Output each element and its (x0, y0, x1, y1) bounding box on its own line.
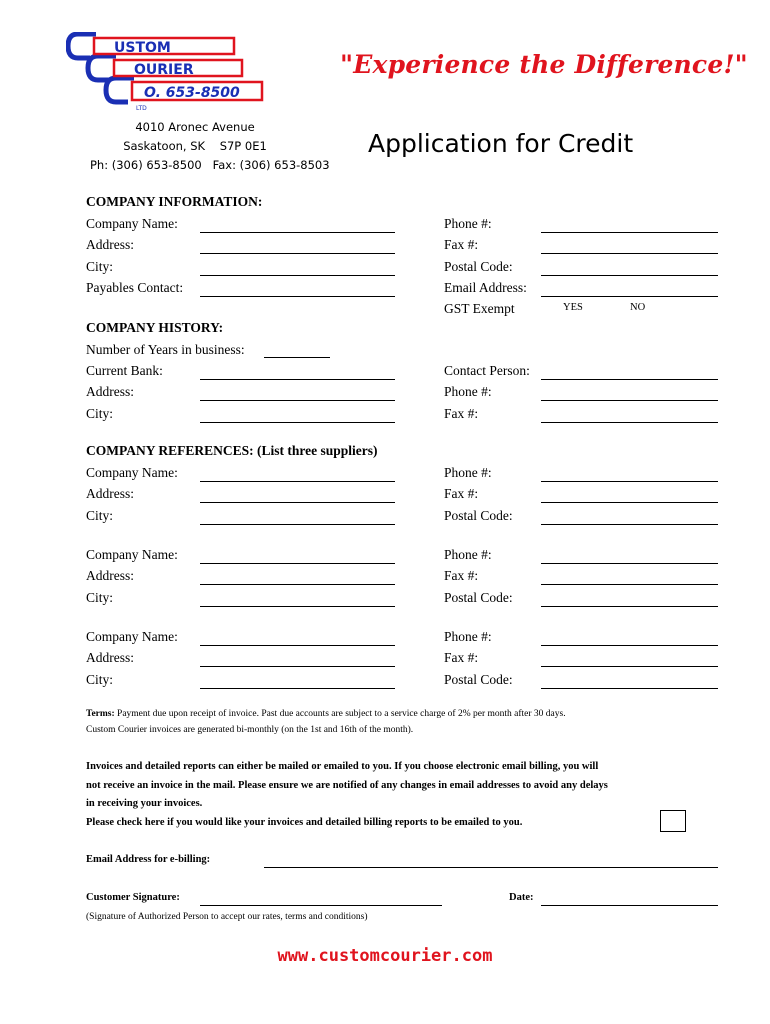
fax-label: Fax #: (444, 237, 479, 252)
date-label: Date: (509, 892, 534, 903)
ebilling-email-label: Email Address for e-billing: (86, 854, 211, 865)
customer-signature-field[interactable] (200, 905, 442, 906)
email-field[interactable] (541, 296, 718, 297)
current-bank-field[interactable] (200, 379, 395, 380)
postal-code-field[interactable] (541, 275, 718, 276)
gst-no-option[interactable]: NO (630, 302, 646, 313)
postal-code-label: Postal Code: (444, 259, 513, 274)
ref2-address-field[interactable] (200, 584, 395, 585)
terms-billing-cycle: Custom Courier invoices are generated bi-monthly (on the 1st and 16th of the month). (86, 725, 414, 735)
customer-signature-label: Customer Signature: (86, 892, 180, 903)
company-name-field[interactable] (200, 232, 395, 233)
ref1-postal-code-field[interactable] (541, 524, 718, 525)
ref2-address-label: Address: (86, 568, 134, 583)
ref2-fax-field[interactable] (541, 584, 718, 585)
ref2-fax-label: Fax #: (444, 568, 479, 583)
terms-text (86, 709, 566, 719)
city-field[interactable] (200, 275, 395, 276)
ref2-city-label: City: (86, 590, 114, 605)
ref2-phone-label: Phone #: (444, 547, 492, 562)
ref1-phone-field[interactable] (541, 481, 718, 482)
ref2-phone-field[interactable] (541, 563, 718, 564)
ref2-company-name-label: Company Name: (86, 547, 178, 562)
ref1-city-field[interactable] (200, 524, 395, 525)
bank-phone-field[interactable] (541, 400, 718, 401)
ref1-fax-field[interactable] (541, 502, 718, 503)
ref3-phone-field[interactable] (541, 645, 718, 646)
years-in-business-label: Number of Years in business: (86, 342, 245, 357)
payables-contact-field[interactable] (200, 296, 395, 297)
bank-fax-field[interactable] (541, 422, 718, 423)
ref1-city-label: City: (86, 508, 114, 523)
city-label: City: (86, 259, 114, 274)
contact-person-field[interactable] (541, 379, 718, 380)
logo-ltd: LTD (136, 105, 147, 112)
logo-line2: OURIER (134, 62, 194, 78)
gst-exempt-label: GST Exempt (444, 301, 515, 316)
ref3-fax-label: Fax #: (444, 650, 479, 665)
billing-paragraph-1: Invoices and detailed reports can either be mailed or emailed to you. If you choose electronic email billing, you will (86, 761, 599, 772)
ref3-city-label: City: (86, 672, 114, 687)
date-field[interactable] (541, 905, 718, 906)
ref2-company-name-field[interactable] (200, 563, 395, 564)
ebilling-checkbox-label: Please check here if you would like your invoices and detailed billing reports to be emailed to you. (86, 817, 523, 828)
ref3-address-label: Address: (86, 650, 134, 665)
ref1-fax-label: Fax #: (444, 486, 479, 501)
section-company-history: COMPANY HISTORY: (86, 320, 224, 335)
ref3-company-name-label: Company Name: (86, 629, 178, 644)
ref1-phone-label: Phone #: (444, 465, 492, 480)
company-logo (66, 32, 266, 114)
ref1-company-name-label: Company Name: (86, 465, 178, 480)
bank-phone-label: Phone #: (444, 384, 492, 399)
ref1-postal-code-label: Postal Code: (444, 508, 513, 523)
billing-paragraph-2: not receive an invoice in the mail. Please ensure we are notified of any changes in email addresses to avoid any delays (86, 780, 608, 791)
ref2-city-field[interactable] (200, 606, 395, 607)
ref3-address-field[interactable] (200, 666, 395, 667)
section-company-information: COMPANY INFORMATION: (86, 194, 263, 209)
ref3-fax-field[interactable] (541, 666, 718, 667)
email-label: Email Address: (444, 280, 527, 295)
section-company-references: COMPANY REFERENCES: (List three suppliers) (86, 443, 378, 458)
ref3-postal-code-field[interactable] (541, 688, 718, 689)
terms-label: Terms: (86, 709, 115, 719)
phone-label: Phone #: (444, 216, 492, 231)
current-bank-label: Current Bank: (86, 363, 163, 378)
address-city: Saskatoon, SK S7P 0E1 (123, 139, 267, 153)
ebilling-checkbox[interactable] (660, 810, 686, 832)
address-field[interactable] (200, 253, 395, 254)
ref2-postal-code-field[interactable] (541, 606, 718, 607)
phone-field[interactable] (541, 232, 718, 233)
bank-fax-label: Fax #: (444, 406, 479, 421)
signature-note: (Signature of Authorized Person to accept our rates, terms and conditions) (86, 912, 368, 922)
page-title: Application for Credit (368, 129, 634, 158)
logo-line3: O. 653-8500 (144, 85, 240, 101)
logo-line1: USTOM (114, 40, 171, 56)
gst-yes-option[interactable]: YES (563, 302, 583, 313)
ref3-phone-label: Phone #: (444, 629, 492, 644)
address-street: 4010 Aronec Avenue (135, 120, 255, 134)
ref1-address-field[interactable] (200, 502, 395, 503)
ref3-postal-code-label: Postal Code: (444, 672, 513, 687)
contact-person-label: Contact Person: (444, 363, 530, 378)
ref3-company-name-field[interactable] (200, 645, 395, 646)
fax-field[interactable] (541, 253, 718, 254)
bank-address-label: Address: (86, 384, 134, 399)
website-link[interactable]: www.customcourier.com (277, 946, 493, 966)
ref1-address-label: Address: (86, 486, 134, 501)
ref1-company-name-field[interactable] (200, 481, 395, 482)
billing-paragraph-3: in receiving your invoices. (86, 798, 203, 809)
years-in-business-field[interactable] (264, 357, 330, 358)
terms-body: Payment due upon receipt of invoice. Past due accounts are subject to a service charge of 2% per month after 30 days. (114, 709, 566, 719)
ref2-postal-code-label: Postal Code: (444, 590, 513, 605)
bank-address-field[interactable] (200, 400, 395, 401)
payables-contact-label: Payables Contact: (86, 280, 184, 295)
address-phone-fax: Ph: (306) 653-8500 Fax: (306) 653-8503 (90, 158, 330, 172)
ebilling-email-field[interactable] (264, 867, 718, 868)
ref3-city-field[interactable] (200, 688, 395, 689)
company-name-label: Company Name: (86, 216, 178, 231)
tagline: "Experience the Difference!" (340, 50, 748, 79)
address-label: Address: (86, 237, 134, 252)
bank-city-label: City: (86, 406, 114, 421)
bank-city-field[interactable] (200, 422, 395, 423)
